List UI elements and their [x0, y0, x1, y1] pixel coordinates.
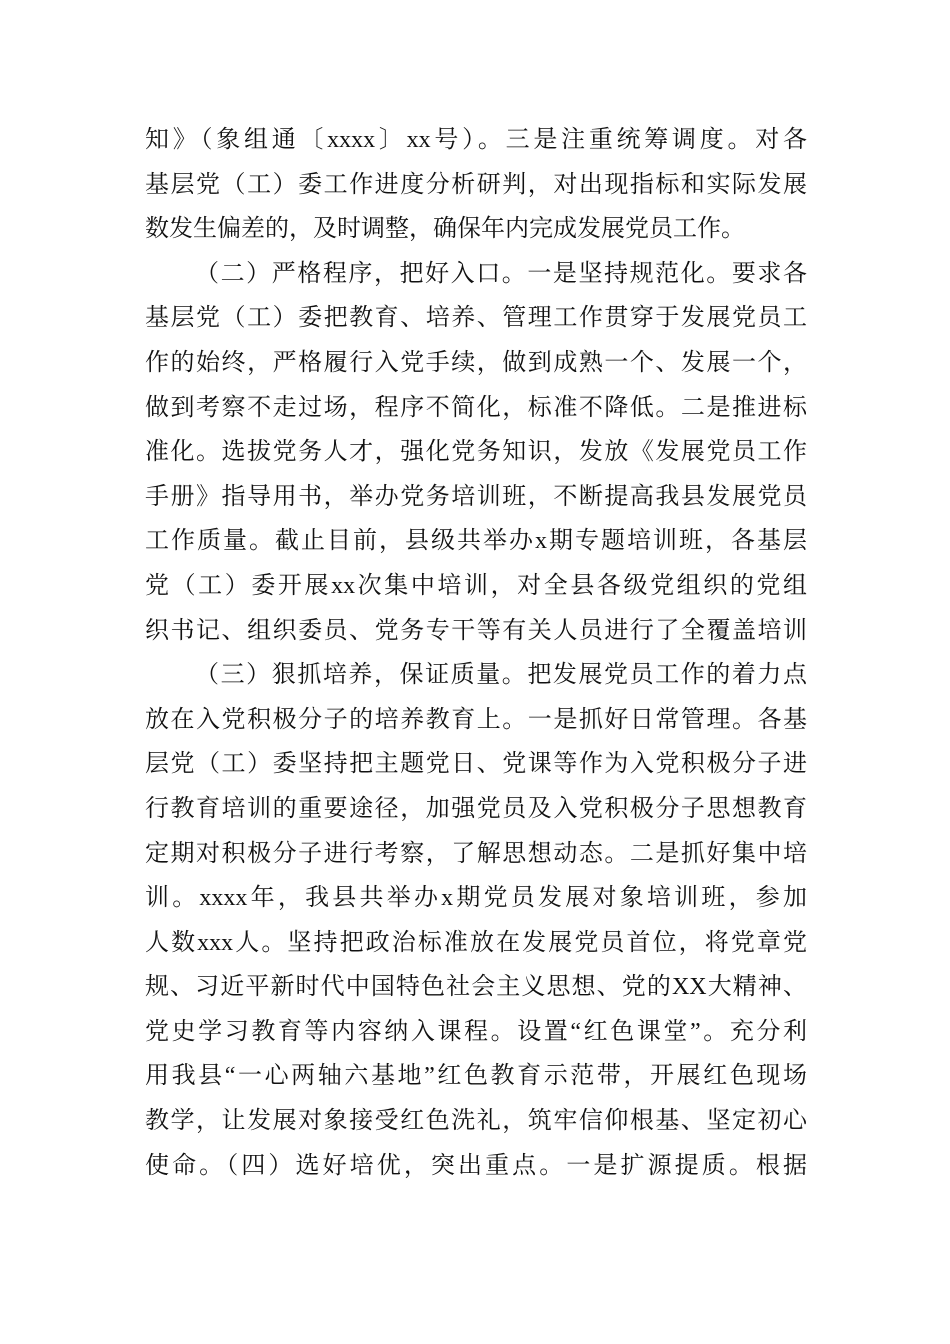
text-line: 人数xxx人。坚持把政治标准放在发展党员首位，将党章党 [145, 929, 807, 956]
text-line: 准化。选拔党务人才，强化党务知识，发放《发展党员工作 [145, 439, 807, 466]
text-line: 规、习近平新时代中国特色社会主义思想、党的XX大精神、 [145, 974, 807, 1001]
text-line: 手册》指导用书，举办党务培训班，不断提高我县发展党员 [145, 483, 807, 510]
text-line: 做到考察不走过场，程序不简化，标准不降低。二是推进标 [145, 394, 807, 421]
text-line: 使命。（四）选好培优，突出重点。一是扩源提质。根据 [145, 1152, 807, 1179]
text-line: 层党（工）委坚持把主题党日、党课等作为入党积极分子进 [145, 751, 807, 778]
text-line: 党（工）委开展xx次集中培训，对全县各级党组织的党组 [145, 572, 807, 599]
document-body [145, 122, 807, 1192]
text-line: 放在入党积极分子的培养教育上。一是抓好日常管理。各基 [145, 706, 807, 733]
text-line: 训。xxxx年，我县共举办x期党员发展对象培训班，参加 [145, 885, 807, 912]
text-line: 定期对积极分子进行考察，了解思想动态。二是抓好集中培 [145, 840, 807, 867]
text-line: 基层党（工）委工作进度分析研判，对出现指标和实际发展 [145, 171, 807, 198]
text-line: 工作质量。截止目前，县级共举办x期专题培训班，各基层 [145, 528, 807, 555]
text-line: 知》（象组通〔xxxx〕xx号）。三是注重统筹调度。对各 [145, 127, 807, 153]
text-line: 行教育培训的重要途径，加强党员及入党积极分子思想教育 [145, 795, 807, 822]
text-line: 教学，让发展对象接受红色洗礼，筑牢信仰根基、坚定初心 [145, 1108, 807, 1135]
text-line: 数发生偏差的，及时调整，确保年内完成发展党员工作。 [145, 216, 745, 243]
paragraph-start-line: （三）狠抓培养，保证质量。把发展党员工作的着力点 [195, 662, 807, 689]
text-line: 基层党（工）委把教育、培养、管理工作贯穿于发展党员工 [145, 305, 807, 332]
text-line: 织书记、组织委员、党务专干等有关人员进行了全覆盖培训 [145, 617, 807, 644]
text-line: 党史学习教育等内容纳入课程。设置“红色课堂”。充分利 [145, 1018, 807, 1045]
text-line: 用我县“一心两轴六基地”红色教育示范带，开展红色现场 [145, 1063, 807, 1090]
text-line: 作的始终，严格履行入党手续，做到成熟一个、发展一个， [145, 349, 807, 376]
paragraph-start-line: （二）严格程序，把好入口。一是坚持规范化。要求各 [195, 260, 807, 287]
